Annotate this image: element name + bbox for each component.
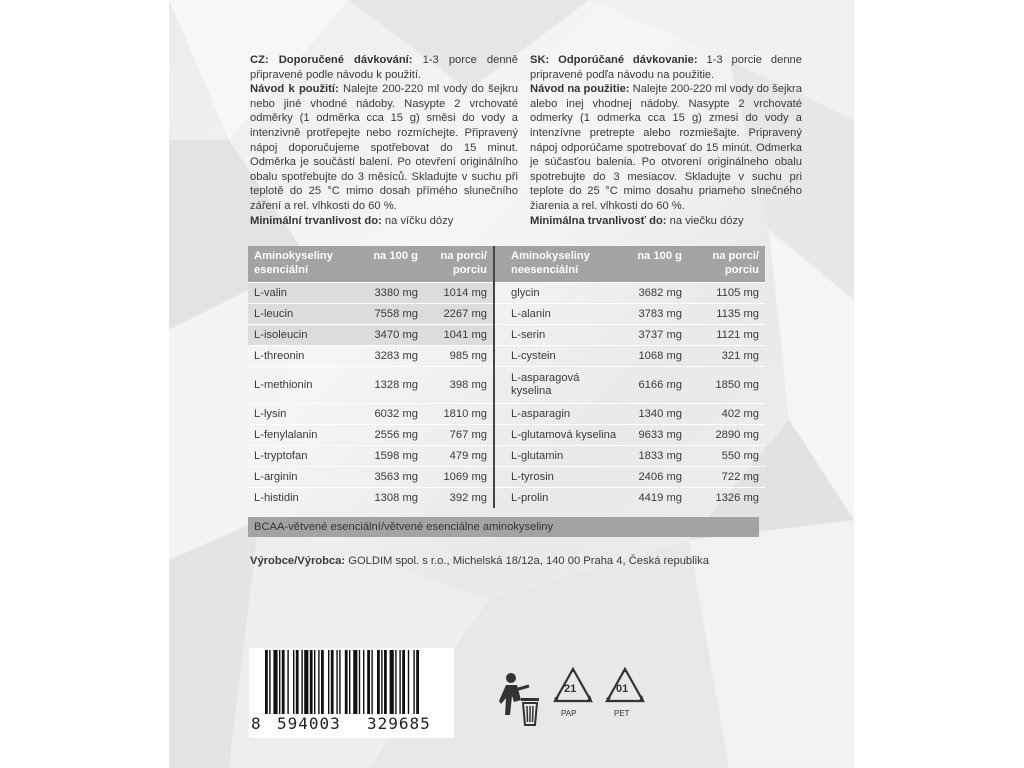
cell-per-portion: 1810 mg	[424, 404, 494, 425]
cell-per-portion: 1041 mg	[424, 325, 494, 346]
cell-name: L-valin	[248, 283, 360, 304]
table-header-row	[248, 246, 765, 283]
cell-per-100g: 1833 mg	[624, 446, 688, 467]
cell-per-portion: 479 mg	[424, 446, 494, 467]
cell-per-portion: 1069 mg	[424, 467, 494, 488]
cell-per-portion: 550 mg	[688, 446, 765, 467]
sk-dose-label: SK: Odporúčané dávkovanie:	[530, 54, 698, 66]
cell-name: L-cystein	[494, 346, 624, 367]
cell-name: L-prolin	[494, 488, 624, 509]
barcode-group-1: 594003	[277, 714, 341, 733]
cell-name: L-arginin	[248, 467, 360, 488]
barcode-bar	[336, 650, 337, 714]
header-per-100g: na 100 g	[360, 246, 424, 283]
cell-name: L-threonin	[248, 346, 360, 367]
cell-per-100g: 2556 mg	[360, 425, 424, 446]
cell-per-100g: 7558 mg	[360, 304, 424, 325]
cell-name: L-alanin	[494, 304, 624, 325]
barcode-bar	[282, 650, 285, 714]
recycle-pap-icon	[551, 665, 595, 725]
barcode-bar	[359, 650, 360, 714]
pap-number: 21	[564, 683, 577, 695]
cell-name: L-leucin	[248, 304, 360, 325]
cell-per-100g: 3737 mg	[624, 325, 688, 346]
barcode-bar	[395, 650, 396, 714]
cell-per-100g: 3563 mg	[360, 467, 424, 488]
cell-per-100g: 3283 mg	[360, 346, 424, 367]
cell-per-100g: 9633 mg	[624, 425, 688, 446]
barcode-bar	[408, 650, 409, 714]
cell-per-portion: 1105 mg	[688, 283, 765, 304]
cz-shelf-text: na víčku dózy	[381, 214, 454, 227]
sk-usage-text: Nalejte 200-220 ml vody do šejkra alebo inej vhodnej nádoby. Nasypte 2 vrchovaté odmerky (1 odmerka cca 15 g) zmesi do vody a intenzívne pretrepte alebo rozmiešajte. Pripravený nápoj odporúčame spotrebovať do 15 minút. Odmerka je súčasťou balenia. Po otvorení originálneho obalu spotrebujte do 3 mesiacov. Skladujte v suchu pri teplote do 25 °C mimo dosahu priameho slnečného žiarenia a rel. vlhkosti do 60 %.	[530, 83, 802, 212]
cell-per-100g: 3470 mg	[360, 325, 424, 346]
table-row	[248, 404, 765, 425]
header-per-100g: na 100 g	[624, 246, 688, 283]
cz-dose-text: 1-3 porce denně připravené podle návodu k použití.	[250, 54, 518, 81]
cell-per-portion: 321 mg	[688, 346, 765, 367]
pet-label: PET	[614, 709, 630, 718]
table-row	[248, 283, 765, 304]
cell-name: L-lysin	[248, 404, 360, 425]
cell-per-portion: 1121 mg	[688, 325, 765, 346]
manufacturer-label: Výrobce/Výrobca:	[250, 555, 346, 567]
header-per-portion: na porci/ porciu	[424, 246, 494, 283]
cell-per-100g: 1598 mg	[360, 446, 424, 467]
barcode-bar	[384, 650, 387, 714]
barcode-first-digit: 8	[251, 714, 261, 733]
cell-name: L-fenylalanin	[248, 425, 360, 446]
barcode-bar	[279, 650, 280, 714]
cell-name: glycin	[494, 283, 624, 304]
cell-per-100g: 6032 mg	[360, 404, 424, 425]
cz-usage-text: Nalejte 200-220 ml vody do šejkru nebo jiné vhodné nádoby. Nasypte 2 vrchovaté odměrky (1 odměrka cca 15 g) směsi do vody a intenzivně protřepejte nebo rozmíchejte. Připravený nápoj doporučujeme spotřebovat do 15 minut. Odměrka je součástí balení. Po otevření originálního obalu spotřebujte do 3 měsíců. Skladujte v suchu při teplotě do 25 °C mimo dosah přímého slunečního záření a rel. vlhkosti do 60 %.	[250, 83, 518, 212]
barcode-bar	[331, 650, 334, 714]
cell-per-100g: 1340 mg	[624, 404, 688, 425]
cell-per-portion: 722 mg	[688, 467, 765, 488]
cell-per-portion: 2890 mg	[688, 425, 765, 446]
table-row	[248, 446, 765, 467]
table-row	[248, 488, 765, 509]
barcode-bar	[301, 650, 302, 714]
barcode-bar	[287, 650, 288, 714]
cell-per-portion: 1850 mg	[688, 367, 765, 404]
cz-instructions	[250, 53, 518, 228]
ean-barcode	[249, 648, 454, 738]
cell-per-portion: 1326 mg	[688, 488, 765, 509]
barcode-bar	[363, 650, 364, 714]
barcode-bar	[416, 650, 419, 714]
barcode-bar	[367, 650, 370, 714]
barcode-bar	[339, 650, 340, 714]
cell-per-portion: 402 mg	[688, 404, 765, 425]
sk-usage-label: Návod na použitie:	[530, 83, 630, 96]
header-nonessential: Aminokyseliny neesenciální	[494, 246, 624, 283]
cell-name: L-asparagin	[494, 404, 624, 425]
sk-shelf-text: na viečku dózy	[666, 214, 744, 227]
cell-per-100g: 1068 mg	[624, 346, 688, 367]
cell-per-100g: 3380 mg	[360, 283, 424, 304]
barcode-bar	[349, 650, 350, 714]
table-row	[248, 425, 765, 446]
barcode-bar	[318, 650, 319, 714]
label-panel	[169, 0, 854, 768]
cell-per-portion: 2267 mg	[424, 304, 494, 325]
table-row	[248, 325, 765, 346]
barcode-bar	[310, 650, 313, 714]
cell-name: L-asparagová kyselina	[494, 367, 624, 404]
cell-name: L-isoleucin	[248, 325, 360, 346]
manufacturer-line	[250, 555, 709, 567]
barcode-bar	[269, 650, 270, 714]
cz-shelf-label: Minimální trvanlivost do:	[250, 214, 382, 227]
sk-shelf-label: Minimálna trvanlivosť do:	[530, 214, 667, 227]
cell-per-100g: 1328 mg	[360, 367, 424, 404]
barcode-bar	[293, 650, 294, 714]
cell-name: L-glutamin	[494, 446, 624, 467]
barcode-bar	[314, 650, 315, 714]
cell-per-portion: 767 mg	[424, 425, 494, 446]
cell-name: L-tyrosin	[494, 467, 624, 488]
barcode-group-2: 329685	[367, 714, 431, 733]
tidyman-bin-icon	[499, 670, 543, 730]
barcode-bar	[273, 650, 277, 714]
recycle-pet-icon	[603, 665, 647, 725]
barcode-bar	[413, 650, 414, 714]
table-row	[248, 467, 765, 488]
amino-acid-table	[248, 246, 765, 508]
table-row	[248, 367, 765, 404]
cell-per-100g: 3783 mg	[624, 304, 688, 325]
barcode-bar	[381, 650, 382, 714]
barcode-bar	[328, 650, 329, 714]
barcode-bar	[390, 650, 394, 714]
pet-number: 01	[616, 683, 629, 695]
manufacturer-text: GOLDIM spol. s r.o., Michelská 18/12a, 140 00 Praha 4, Česká republika	[345, 555, 709, 567]
barcode-bar	[265, 650, 268, 714]
barcode-bar	[399, 650, 400, 714]
cell-per-portion: 985 mg	[424, 346, 494, 367]
bcaa-footnote: BCAA-větvené esenciální/větvené esenciálne aminokyseliny	[248, 517, 759, 537]
cell-per-100g: 4419 mg	[624, 488, 688, 509]
cell-per-100g: 2406 mg	[624, 467, 688, 488]
sk-instructions	[530, 53, 802, 228]
table-row	[248, 346, 765, 367]
cz-dose-label: CZ: Doporučené dávkování:	[250, 54, 413, 66]
cell-per-portion: 1014 mg	[424, 283, 494, 304]
cell-per-portion: 1135 mg	[688, 304, 765, 325]
barcode-bar	[353, 650, 357, 714]
barcode-bar	[296, 650, 299, 714]
barcode-bar	[345, 650, 348, 714]
cell-name: L-tryptofan	[248, 446, 360, 467]
cell-name: L-glutamová kyselina	[494, 425, 624, 446]
cell-per-100g: 3682 mg	[624, 283, 688, 304]
sk-dose-text: 1-3 porcie denne pripravené podľa návodu na použitie.	[530, 54, 802, 81]
barcode-bar	[304, 650, 308, 714]
cell-per-100g: 1308 mg	[360, 488, 424, 509]
barcode-bar	[321, 650, 324, 714]
cell-per-portion: 398 mg	[424, 367, 494, 404]
cz-usage-label: Návod k použití:	[250, 83, 339, 96]
pap-label: PAP	[561, 709, 577, 718]
header-essential: Aminokyseliny esenciální	[248, 246, 360, 283]
cell-per-100g: 6166 mg	[624, 367, 688, 404]
barcode-bar	[402, 650, 405, 714]
barcode-bar	[377, 650, 380, 714]
cell-per-portion: 392 mg	[424, 488, 494, 509]
cell-name: L-methionin	[248, 367, 360, 404]
table-row	[248, 304, 765, 325]
cell-name: L-histidin	[248, 488, 360, 509]
header-per-portion: na porci/ porciu	[688, 246, 765, 283]
cell-name: L-serin	[494, 325, 624, 346]
barcode-bar	[371, 650, 372, 714]
